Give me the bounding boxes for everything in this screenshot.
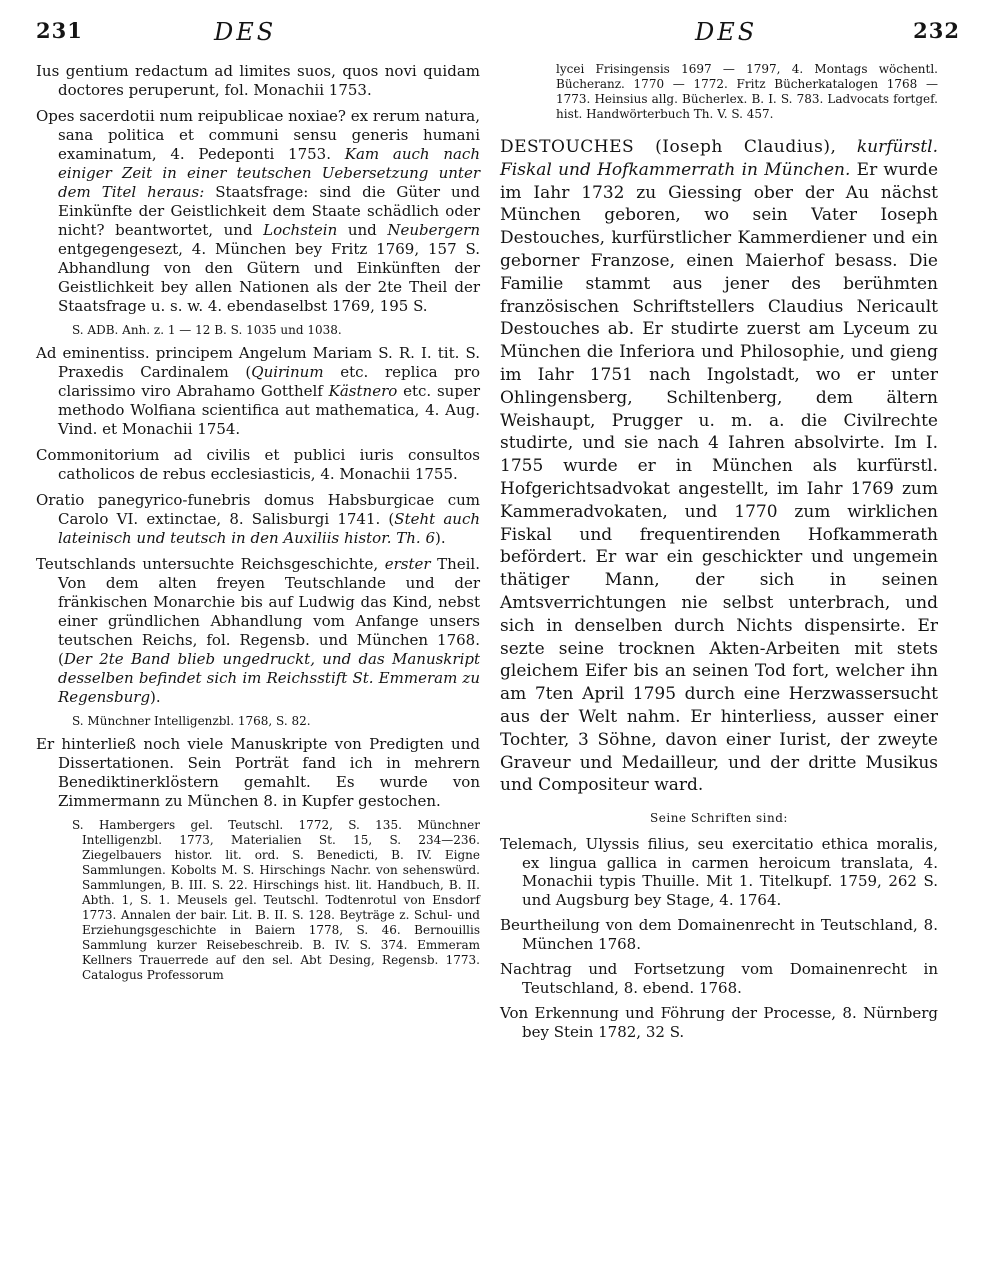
section-title: Seine Schriften sind:: [650, 811, 788, 826]
reference-note: S. Hambergers gel. Teutschl. 1772, S. 135. Münchner Intelligenzbl. 1773, Materialien St. 15, S. 234—236. Ziegelbauers histor. lit. ord. S. Benedicti, B. IV. Eigne Sammlungen. Kobolts M. S. Hirschings Nachr. von sehenswürd. Sammlungen, B. III. S. 22. Hirschings hist. lit. Handbuch, B. II. Abth. 1, S. 1. Meusels gel. Teutschl. Todtenrotul von Ensdorf 1773. Annalen der bair. Lit. B. II. S. 128. Beyträge z. Schul- und Erziehungsgeschichte in Baiern 1778, S. 46. Bernouillis Sammlung kurzer Reisebeschreib. B. IV. S. 374. Emmeram Kellners Trauerrede auf den sel. Abt Desing, Regensb. 1773. Catalogus Professorum: [72, 818, 480, 982]
bibliography-entry: Er hinterließ noch viele Manuskripte von Predigten und Dissertationen. Sein Porträt fand ich in mehrern Benediktinerklöstern gemahlt. Es wurde von Zimmermann zu München 8. in Kupfer gestochen.: [36, 735, 480, 810]
right-column: [500, 62, 938, 1048]
bibliography-entry: Telemach, Ulyssis filius, seu exercitatio ethica moralis, ex lingua gallica in carmen heroicum translata, 4. Monachii typis Thuille. Mit 1. Titelkupf. 1759, 262 S. und Augsburg bey Stage, 4. 1764.: [500, 835, 938, 909]
biography-text: Er wurde im Iahr 1732 zu Giessing ober der Au nächst München geboren, wo sein Vater Ioseph Destouches, kurfürstlicher Kammerdiener und ein geborner Franzose, einen Maierhof besass. Die Familie stammt aus jener des berühmten französischen Schriftstellers Claudius Nericault Destouches ab. Er studirte zuerst am Lyceum zu München die Inferiora und Philosophie, und gieng im Iahr 1751 nach Ingolstadt, wo er unter Ohlingensberg, Schiltenberg, dem ältern Weishaupt, Prugger u. m. a. die Civilrechte studirte, und sie nach 4 Iahren absolvirte. Im I. 1755 wurde er in München als kurfürstl. Hofgerichtsadvokat angestellt, im Iahr 1769 zum Kammeradvokaten, und 1770 zum wirklichen Fiskal und frequentirenden Hofkammerath befördert. Er war ein geschickter und ungemein thätiger Mann, der sich in seinen Amtsverrichtungen nie selbst unterbrach, und sich in denselben durch Nichts dispensirte. Er sezte seine trocknen Akten-Arbeiten mit stets gleichem Eifer bis an seinen Tod fort, welcher ihn am 7ten April 1795 durch eine Herzwassersucht aus der Welt nahm. Er hinterliess, ausser einer Tochter, 3 Söhne, davon einer Iurist, der zweyte Graveur und Medailleur, und der dritte Musikus und Compositeur ward.: [500, 159, 939, 796]
bibliography-entry: Von Erkennung und Föhrung der Processe, 8. Nürnberg bey Stein 1782, 32 S.: [500, 1004, 938, 1041]
bibliography-entry: Beurtheilung von dem Domainenrecht in Teutschland, 8. München 1768.: [500, 916, 938, 953]
reference-note-continued: lycei Frisingensis 1697 — 1797, 4. Montags wöchentl. Bücheranz. 1770 — 1772. Fritz Bücherkatalogen 1768 — 1773. Heinsius allg. Bücherlex. B. I. S. 783. Ladvocats fortgef. hist. Handwörterbuch Th. V. S. 457.: [556, 62, 938, 121]
left-column: [36, 62, 480, 989]
bibliography-entry: Opes sacerdotii num reipublicae noxiae? ex rerum natura, sana politica et communi sensu generis humani examinatum, 4. Pedeponti 1753. Kam auch nach einiger Zeit in einer teutschen Uebersetzung unter dem Titel heraus: Staatsfrage: sind die Güter und Einkünfte der Geistlichkeit dem Staate schädlich oder nicht? beantwortet, und Lochstein und Neubergern entgegengesezt, 4. München bey Fritz 1769, 157 S. Abhandlung von den Gütern und Einkünften der Geistlichkeit bey allen Nationen als der 2te Theil der Staatsfrage u. s. w. 4. ebendaselbst 1769, 195 S.: [36, 107, 480, 315]
bibliography-entry: Commonitorium ad civilis et publici iuris consultos catholicos de rebus ecclesiasticis, 4. Monachii 1755.: [36, 446, 480, 483]
biography-title: kurfürstl. Fiskal und Hofkammerrath in München.: [500, 137, 938, 180]
bibliography-entry: Ius gentium redactum ad limites suos, quos novi quidam doctores peruperunt, fol. Monachii 1753.: [36, 62, 480, 99]
biography-paragraph: [500, 136, 938, 797]
bibliography-entry: Nachtrag und Fortsetzung vom Domainenrecht in Teutschland, 8. ebend. 1768.: [500, 960, 938, 997]
bibliography-entry: Oratio panegyrico-funebris domus Habsburgicae cum Carolo VI. extinctae, 8. Salisburgi 1741. (Steht auch lateinisch und teutsch in den Auxiliis histor. Th. 6).: [36, 491, 481, 547]
page-number-left: 231: [36, 18, 83, 43]
reference-note: S. ADB. Anh. z. 1 — 12 B. S. 1035 und 1038.: [72, 323, 342, 337]
page-number-right: 232: [913, 18, 960, 43]
running-head-right: DES: [695, 18, 758, 46]
bibliography-entry: Ad eminentiss. principem Angelum Mariam S. R. I. tit. S. Praxedis Cardinalem (Quirinum etc. replica pro clarissimo viro Abrahamo Gotthelf Kästnero etc. super methodo Wolfiana scientifica aut mathematica, 4. Aug. Vind. et Monachii 1754.: [36, 344, 480, 438]
running-head-left: DES: [214, 18, 277, 46]
biography-name: DESTOUCHES (Ioseph Claudius),: [500, 137, 837, 157]
bibliography-entry: Teutschlands untersuchte Reichsgeschichte, erster Theil. Von dem alten freyen Teutschlande und der fränkischen Monarchie bis auf Ludwig das Kind, nebst einer gründlichen Abhandlung vom Anfange unsers teutschen Reichs, fol. Regensb. und München 1768. (Der 2te Band blieb ungedruckt, und das Manuskript desselben befindet sich im Reichsstift St. Emmeram zu Regensburg).: [36, 555, 480, 706]
reference-note: S. Münchner Intelligenzbl. 1768, S. 82.: [72, 714, 311, 728]
